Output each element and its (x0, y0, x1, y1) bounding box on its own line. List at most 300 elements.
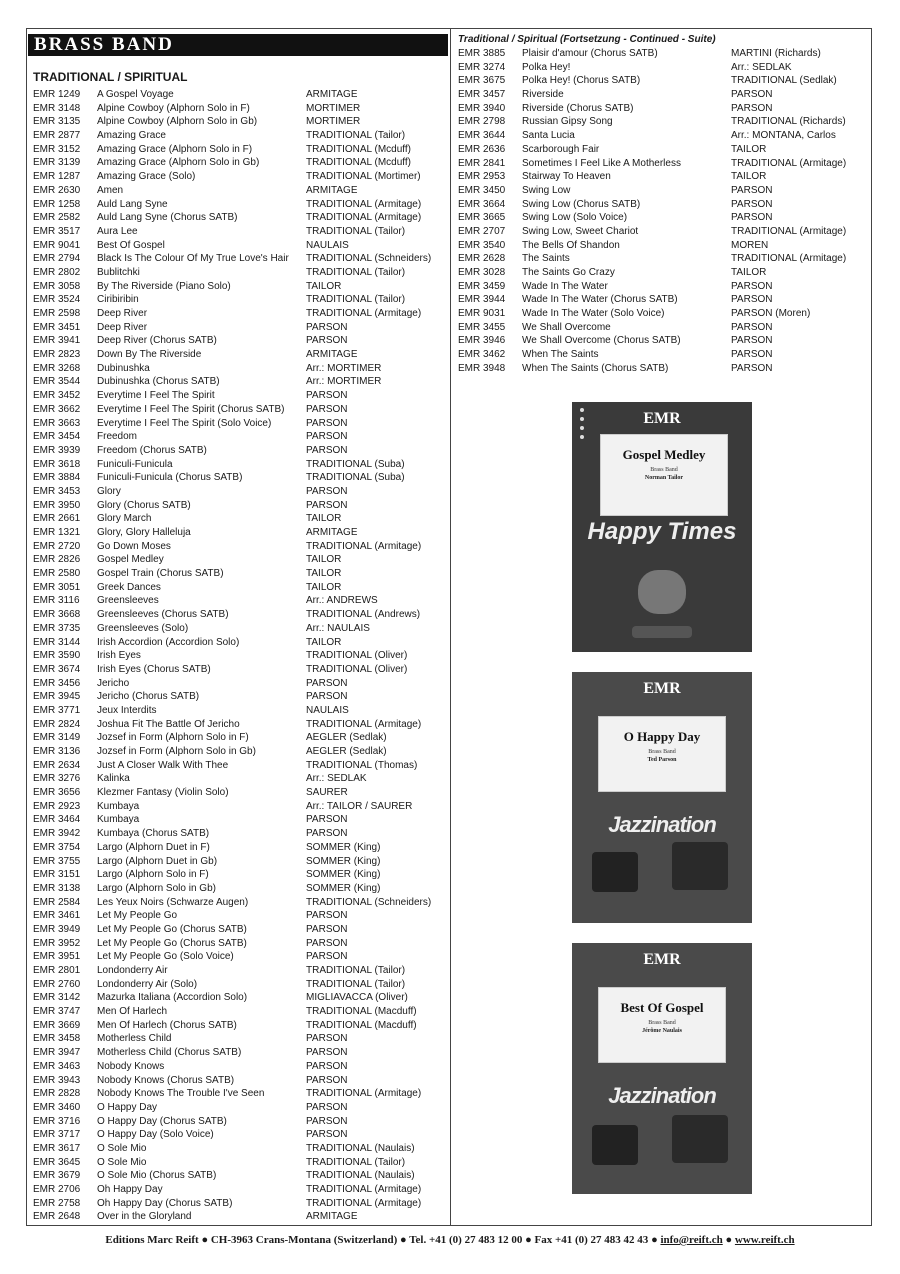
catalog-code: EMR 2824 (33, 718, 81, 730)
catalog-arranger: TRADITIONAL (Armitage) (306, 212, 422, 224)
catalog-arranger: TRADITIONAL (Armitage) (306, 540, 422, 552)
catalog-arranger: TRADITIONAL (Schneiders) (306, 253, 432, 265)
catalog-title: Swing Low, Sweet Chariot (522, 225, 639, 237)
catalog-arranger: MARTINI (Richards) (731, 48, 821, 59)
catalog-code: EMR 2953 (458, 171, 506, 183)
emr-logo: EMR (643, 951, 681, 968)
catalog-arranger: TRADITIONAL (Tailor) (306, 130, 406, 142)
cover-title-box (598, 716, 726, 792)
catalog-code: EMR 3717 (33, 1129, 81, 1141)
catalog-title: Gospel Medley (97, 554, 164, 566)
catalog-arranger: TRADITIONAL (Oliver) (306, 650, 408, 662)
catalog-title: When The Saints (Chorus SATB) (522, 362, 669, 374)
catalog-code: EMR 3735 (33, 622, 81, 634)
catalog-arranger: PARSON (306, 951, 348, 963)
catalog-title: Glory March (97, 513, 152, 525)
separator: ● (648, 1234, 661, 1246)
catalog-code: EMR 3645 (33, 1156, 81, 1168)
catalog-title: Wade In The Water (522, 280, 608, 292)
catalog-arranger: PARSON (306, 417, 348, 429)
cover-series-tag: Happy Times (587, 518, 737, 545)
catalog-code: EMR 9031 (458, 308, 506, 320)
catalog-code: EMR 3455 (458, 321, 506, 333)
catalog-title: Let My People Go (97, 910, 178, 922)
catalog-arranger: TRADITIONAL (Richards) (731, 116, 846, 128)
catalog-code: EMR 3148 (33, 102, 81, 114)
section-title: TRADITIONAL / SPIRITUAL (33, 70, 188, 84)
catalog-arranger: PARSON (731, 362, 773, 374)
cover-title-box (600, 434, 728, 516)
catalog-arranger: TRADITIONAL (Armitage) (306, 308, 422, 319)
catalog-arranger: TRADITIONAL (Armitage) (731, 225, 847, 237)
catalog-arranger: PARSON (306, 828, 348, 840)
cube-illustration (592, 852, 638, 892)
catalog-code: EMR 3142 (33, 992, 81, 1004)
catalog-arranger: SOMMER (King) (306, 855, 381, 867)
catalog-title: The Saints (522, 253, 570, 265)
catalog-title: Down By The Riverside (97, 349, 202, 361)
catalog-title: Polka Hey! (522, 61, 571, 73)
catalog-arranger: TRADITIONAL (Sedlak) (731, 75, 837, 87)
catalog-title: Klezmer Fantasy (Violin Solo) (97, 787, 229, 799)
catalog-arranger: PARSON (306, 1101, 348, 1113)
catalog-arranger: TRADITIONAL (Armitage) (731, 157, 847, 169)
separator: ● (397, 1234, 410, 1246)
catalog-title: Freedom (Chorus SATB) (97, 444, 207, 456)
catalog-arranger: PARSON (306, 1115, 348, 1127)
catalog-title: Over in the Gloryland (97, 1211, 192, 1223)
catalog-arranger: TRADITIONAL (Tailor) (306, 965, 406, 976)
catalog-arranger: ARMITAGE (306, 89, 358, 100)
catalog-title: Ciribiribin (97, 294, 139, 306)
catalog-title: Jericho (97, 677, 130, 689)
catalog-title: Jericho (Chorus SATB) (97, 691, 200, 703)
catalog-title: Dubinushka (97, 362, 150, 374)
catalog-arranger: PARSON (306, 937, 348, 949)
catalog-title: We Shall Overcome (522, 321, 611, 333)
catalog-arranger: PARSON (Moren) (731, 308, 811, 320)
catalog-title: Let My People Go (Chorus SATB) (97, 937, 247, 949)
cover-subtitle: Brass Band (650, 467, 678, 473)
catalog-title: Largo (Alphorn Duet in Gb) (97, 855, 218, 867)
catalog-title: Largo (Alphorn Duet in F) (97, 841, 210, 853)
catalog-title: Funiculi-Funicula (Chorus SATB) (97, 472, 243, 484)
catalog-code: EMR 3947 (33, 1047, 81, 1059)
catalog-arranger: PARSON (306, 814, 348, 826)
catalog-title: Mazurka Italiana (Accordion Solo) (97, 992, 248, 1004)
footer-contact (0, 1234, 900, 1246)
catalog-arranger: MIGLIAVACCA (Oliver) (306, 992, 408, 1004)
catalog-title: Riverside (522, 89, 564, 101)
catalog-code: EMR 3058 (33, 280, 81, 292)
catalog-code: EMR 3460 (33, 1101, 81, 1113)
catalog-code: EMR 3679 (33, 1170, 81, 1182)
catalog-arranger: PARSON (306, 444, 348, 456)
catalog-title: Jozsef in Form (Alphorn Solo in F) (97, 732, 249, 744)
catalog-title: Kalinka (97, 773, 130, 785)
catalog-code: EMR 2923 (33, 800, 81, 812)
catalog-code: EMR 3716 (33, 1115, 81, 1127)
catalog-code: EMR 2584 (33, 896, 81, 908)
catalog-title: Santa Lucia (522, 130, 575, 142)
catalog-code: EMR 2634 (33, 759, 81, 771)
catalog-arranger: SOMMER (King) (306, 841, 381, 853)
catalog-arranger: TRADITIONAL (Armitage) (306, 198, 422, 210)
catalog-arranger: Arr.: MORTIMER (306, 362, 382, 374)
catalog-title: Swing Low (Chorus SATB) (522, 198, 641, 210)
catalog-code: EMR 3747 (33, 1006, 81, 1018)
catalog-title: Auld Lang Syne (97, 198, 168, 210)
catalog-arranger: TRADITIONAL (Mcduff) (306, 157, 412, 169)
catalog-code: EMR 3948 (458, 362, 506, 374)
catalog-title: Greensleeves (Solo) (97, 622, 189, 634)
catalog-code: EMR 3754 (33, 841, 81, 853)
catalog-arranger: Arr.: ANDREWS (306, 595, 378, 607)
cover-title-box (598, 987, 726, 1063)
catalog-arranger: PARSON (731, 349, 773, 361)
catalog-arranger: TAILOR (306, 636, 342, 648)
catalog-code: EMR 2630 (33, 184, 81, 196)
catalog-title: Swing Low (Solo Voice) (522, 212, 628, 224)
catalog-code: EMR 3517 (33, 225, 81, 237)
catalog-title: Deep River (Chorus SATB) (97, 335, 217, 347)
catalog-code: EMR 3951 (33, 951, 81, 963)
catalog-title: Motherless Child (Chorus SATB) (97, 1047, 242, 1059)
catalog-title: O Sole Mio (97, 1156, 147, 1168)
catalog-arranger: TAILOR (731, 171, 767, 183)
catalog-arranger: PARSON (306, 499, 348, 511)
catalog-title: Oh Happy Day (Chorus SATB) (97, 1197, 233, 1209)
catalog-title: Irish Eyes (97, 650, 141, 662)
catalog-code: EMR 3276 (33, 773, 81, 785)
catalog-code: EMR 3939 (33, 444, 81, 456)
catalog-title: Glory (97, 485, 121, 497)
catalog-title: Joshua Fit The Battle Of Jericho (97, 718, 240, 730)
catalog-arranger: PARSON (306, 923, 348, 935)
catalog-arranger: Arr.: MORTIMER (306, 376, 382, 388)
emr-logo: EMR (643, 680, 681, 697)
catalog-code: EMR 3540 (458, 239, 506, 251)
catalog-arranger: TRADITIONAL (Naulais) (306, 1170, 415, 1182)
catalog-arranger: PARSON (306, 1033, 348, 1045)
catalog-arranger: PARSON (306, 691, 348, 703)
catalog-code: EMR 3755 (33, 855, 81, 867)
catalog-arranger: ARMITAGE (306, 527, 358, 538)
catalog-title: Amazing Grace (97, 130, 166, 142)
catalog-arranger: PARSON (306, 431, 348, 443)
catalog-title: O Sole Mio (Chorus SATB) (97, 1170, 217, 1182)
catalog-title: Black Is The Colour Of My True Love's Hair (97, 253, 289, 265)
catalog-title: Greensleeves (Chorus SATB) (97, 609, 229, 621)
catalog-arranger: ARMITAGE (306, 1211, 358, 1223)
catalog-code: EMR 2661 (33, 513, 81, 525)
catalog-code: EMR 3771 (33, 704, 81, 716)
catalog-arranger: TRADITIONAL (Suba) (306, 472, 405, 484)
catalog-code: EMR 3945 (33, 691, 81, 703)
catalog-arranger: TRADITIONAL (Macduff) (306, 1019, 417, 1031)
catalog-code: EMR 3462 (458, 349, 506, 361)
catalog-title: Motherless Child (97, 1033, 172, 1045)
cover-author: Jérôme Naulais (642, 1028, 682, 1034)
catalog-title: A Gospel Voyage (97, 89, 174, 100)
catalog-code: EMR 3116 (33, 595, 80, 607)
catalog-title: Greensleeves (97, 595, 159, 607)
catalog-title: Auld Lang Syne (Chorus SATB) (97, 212, 238, 224)
catalog-code: EMR 3459 (458, 280, 506, 292)
catalog-title: Just A Closer Walk With Thee (97, 759, 229, 771)
cover-best-of-gospel (572, 943, 752, 1194)
catalog-title: Scarborough Fair (522, 143, 600, 155)
catalog-code: EMR 3949 (33, 923, 81, 935)
catalog-arranger: SOMMER (King) (306, 869, 381, 881)
catalog-code: EMR 2628 (458, 253, 506, 265)
catalog-arranger: TRADITIONAL (Tailor) (306, 978, 406, 990)
catalog-code: EMR 2828 (33, 1088, 81, 1100)
catalog-arranger: PARSON (731, 184, 773, 196)
catalog-arranger: TAILOR (731, 267, 767, 278)
catalog-code: EMR 3950 (33, 499, 81, 511)
catalog-title: When The Saints (522, 349, 599, 361)
catalog-code: EMR 3458 (33, 1033, 81, 1045)
catalog-arranger: TRADITIONAL (Tailor) (306, 294, 406, 306)
catalog-code: EMR 3149 (33, 732, 81, 744)
catalog-title: Dubinushka (Chorus SATB) (97, 376, 220, 388)
cover-subtitle: Brass Band (648, 1020, 676, 1026)
cover-gospel-medley (572, 402, 752, 652)
catalog-arranger: Arr.: TAILOR / SAURER (306, 800, 413, 812)
catalog-code: EMR 3617 (33, 1142, 81, 1154)
catalog-code: EMR 3135 (33, 116, 81, 128)
catalog-arranger: TRADITIONAL (Armitage) (306, 1088, 422, 1100)
catalog-title: Stairway To Heaven (522, 171, 611, 183)
catalog-arranger: TRADITIONAL (Tailor) (306, 225, 406, 237)
catalog-title: Go Down Moses (97, 540, 171, 552)
catalog-title: Greek Dances (97, 581, 161, 593)
separator: ● (522, 1234, 535, 1246)
catalog-code: EMR 3674 (33, 663, 81, 675)
catalog-arranger: TRADITIONAL (Armitage) (306, 1197, 422, 1209)
catalog-title: Wade In The Water (Chorus SATB) (522, 294, 678, 306)
catalog-title: Les Yeux Noirs (Schwarze Augen) (97, 896, 249, 908)
catalog-code: EMR 3884 (33, 472, 81, 484)
catalog-code: EMR 3943 (33, 1074, 81, 1086)
catalog-title: Polka Hey! (Chorus SATB) (522, 75, 641, 87)
catalog-arranger: TRADITIONAL (Suba) (306, 458, 405, 470)
catalog-code: EMR 3450 (458, 184, 506, 196)
catalog-code: EMR 2826 (33, 554, 81, 566)
catalog-code: EMR 1249 (33, 89, 81, 100)
separator: ● (722, 1234, 735, 1246)
catalog-code: EMR 3144 (33, 636, 81, 648)
catalog-title: Riverside (Chorus SATB) (522, 102, 634, 114)
catalog-code: EMR 2720 (33, 540, 81, 552)
catalog-code: EMR 2582 (33, 212, 81, 224)
catalog-title: Alpine Cowboy (Alphorn Solo in Gb) (97, 116, 258, 128)
catalog-arranger: PARSON (306, 677, 348, 689)
footer-email-link[interactable]: info@reift.ch (660, 1234, 723, 1246)
cover-author: Norman Tailor (644, 475, 684, 481)
catalog-title: Londonderry Air (Solo) (97, 978, 198, 990)
catalog-title: We Shall Overcome (Chorus SATB) (522, 335, 681, 347)
catalog-arranger: ARMITAGE (306, 349, 358, 361)
catalog-code: EMR 3456 (33, 677, 81, 689)
catalog-code: EMR 9041 (33, 239, 81, 251)
catalog-arranger: MORTIMER (306, 102, 361, 114)
catalog-arranger: PARSON (306, 1060, 348, 1072)
catalog-code: EMR 3665 (458, 212, 506, 224)
catalog-arranger: AEGLER (Sedlak) (306, 732, 387, 744)
catalog-arranger: PARSON (306, 403, 348, 415)
catalog-title: Nobody Knows The Trouble I've Seen (97, 1088, 265, 1100)
catalog-code: EMR 3464 (33, 814, 81, 826)
catalog-title: Russian Gipsy Song (522, 116, 613, 128)
catalog-title: Amazing Grace (Alphorn Solo in F) (97, 143, 253, 155)
catalog-arranger: MORTIMER (306, 116, 361, 128)
catalog-code: EMR 3139 (33, 157, 81, 169)
footer-tel: Tel. +41 (0) 27 483 12 00 (409, 1234, 523, 1246)
catalog-code: EMR 3051 (33, 581, 81, 593)
catalog-title: Men Of Harlech (97, 1006, 168, 1018)
catalog-code: EMR 3675 (458, 75, 506, 87)
cover-author: Ted Parson (647, 757, 677, 763)
catalog-title: Alpine Cowboy (Alphorn Solo in F) (97, 102, 250, 114)
catalog-arranger: PARSON (306, 485, 348, 497)
catalog-arranger: PARSON (731, 280, 773, 292)
catalog-title: By The Riverside (Piano Solo) (97, 280, 231, 292)
catalog-title: Largo (Alphorn Solo in F) (97, 869, 209, 881)
catalog-arranger: TAILOR (306, 581, 342, 593)
catalog-arranger: PARSON (731, 335, 773, 347)
catalog-title: Amen (97, 184, 124, 196)
catalog-arranger: PARSON (306, 1074, 348, 1086)
catalog-title: Best Of Gospel (97, 239, 165, 251)
catalog-title: Let My People Go (Chorus SATB) (97, 923, 247, 935)
catalog-code: EMR 2706 (33, 1184, 81, 1195)
catalog-code: EMR 3664 (458, 198, 506, 210)
catalog-code: EMR 3268 (33, 362, 81, 374)
cube-illustration (672, 842, 728, 890)
catalog-code: EMR 3663 (33, 417, 81, 429)
catalog-arranger: TRADITIONAL (Armitage) (306, 1184, 422, 1195)
cover-series-tag: Jazzination (608, 1083, 716, 1108)
catalog-arranger: TAILOR (306, 280, 342, 292)
catalog-title: O Happy Day (97, 1101, 158, 1113)
cube-illustration (672, 1115, 728, 1163)
saxophone-illustration (638, 570, 686, 614)
catalog-code: EMR 3274 (458, 61, 506, 73)
catalog-title: Wade In The Water (Solo Voice) (522, 308, 665, 320)
cover-title: Gospel Medley (622, 447, 706, 462)
catalog-code: EMR 3940 (458, 102, 506, 114)
catalog-arranger: TRADITIONAL (Tailor) (306, 266, 406, 278)
catalog-title: Men Of Harlech (Chorus SATB) (97, 1019, 237, 1031)
catalog-arranger: PARSON (306, 335, 348, 347)
catalog-arranger: AEGLER (Sedlak) (306, 746, 387, 757)
catalog-title: Kumbaya (97, 800, 140, 812)
catalog-title: Glory, Glory Halleluja (97, 527, 191, 538)
catalog-code: EMR 2802 (33, 266, 81, 278)
catalog-code: EMR 3136 (33, 746, 81, 757)
catalog-code: EMR 2794 (33, 253, 81, 265)
catalog-code: EMR 3885 (458, 48, 506, 59)
catalog-title: Glory (Chorus SATB) (97, 499, 191, 511)
catalog-code: EMR 3463 (33, 1060, 81, 1072)
catalog-title: Swing Low (522, 184, 571, 196)
catalog-code: EMR 3544 (33, 376, 81, 388)
catalog-title: Deep River (97, 308, 148, 319)
catalog-arranger: PARSON (306, 1129, 348, 1141)
catalog-arranger: TRADITIONAL (Thomas) (306, 759, 418, 771)
catalog-arranger: ARMITAGE (306, 184, 358, 196)
catalog-arranger: NAULAIS (306, 239, 349, 251)
catalog-code: EMR 3942 (33, 828, 81, 840)
catalog-arranger: PARSON (731, 89, 773, 101)
catalog-title: Sometimes I Feel Like A Motherless (522, 157, 681, 169)
catalog-code: EMR 3946 (458, 335, 506, 347)
catalog-arranger: NAULAIS (306, 704, 349, 716)
catalog-title: Nobody Knows (Chorus SATB) (97, 1074, 235, 1086)
catalog-arranger: TRADITIONAL (Mortimer) (306, 171, 421, 183)
catalog-arranger: TAILOR (306, 554, 342, 566)
catalog-code: EMR 3952 (33, 937, 81, 949)
catalog-code: EMR 1287 (33, 171, 81, 183)
catalog-title: The Saints Go Crazy (522, 267, 615, 278)
catalog-title: Aura Lee (97, 225, 138, 237)
catalog-arranger: PARSON (731, 294, 773, 306)
catalog-title: Funiculi-Funicula (97, 458, 173, 470)
catalog-arranger: TRADITIONAL (Mcduff) (306, 143, 412, 155)
catalog-title: Freedom (97, 431, 138, 443)
catalog-arranger: PARSON (731, 198, 773, 210)
catalog-title: Irish Eyes (Chorus SATB) (97, 663, 211, 675)
catalog-arranger: TRADITIONAL (Armitage) (306, 718, 422, 730)
catalog-code: EMR 3028 (458, 267, 506, 278)
catalog-arranger: TRADITIONAL (Tailor) (306, 1156, 406, 1168)
catalog-code: EMR 3451 (33, 321, 81, 333)
catalog-arranger: TAILOR (731, 143, 767, 155)
footer-web-link[interactable]: www.reift.ch (734, 1234, 795, 1246)
catalog-code: EMR 3656 (33, 787, 81, 799)
catalog-title: Kumbaya (97, 814, 140, 826)
catalog-code: EMR 3669 (33, 1019, 81, 1031)
catalog-arranger: TRADITIONAL (Schneiders) (306, 896, 432, 908)
catalog-arranger: MOREN (731, 239, 769, 251)
catalog-arranger: Arr.: MONTANA, Carlos (731, 130, 836, 142)
catalog-arranger: Arr.: NAULAIS (306, 622, 370, 634)
catalog-arranger: PARSON (306, 1047, 348, 1059)
catalog-arranger: TRADITIONAL (Andrews) (306, 609, 421, 621)
catalog-code: EMR 3944 (458, 294, 506, 306)
catalog-code: EMR 2758 (33, 1197, 81, 1209)
catalog-code: EMR 2823 (33, 349, 81, 361)
catalog-title: Amazing Grace (Solo) (97, 171, 196, 183)
footer-address: CH-3963 Crans-Montana (Switzerland) (210, 1234, 398, 1246)
catalog-code: EMR 2580 (33, 568, 81, 580)
catalog-title: Jozsef in Form (Alphorn Solo in Gb) (97, 746, 256, 757)
catalog-code: EMR 2877 (33, 130, 81, 142)
catalog-arranger: TAILOR (306, 568, 342, 580)
catalog-code: EMR 3644 (458, 130, 506, 142)
catalog-code: EMR 2760 (33, 978, 81, 990)
catalog-code: EMR 2841 (458, 157, 506, 169)
catalog-code: EMR 3941 (33, 335, 81, 347)
catalog-arranger: Arr.: SEDLAK (731, 61, 792, 73)
catalog-arranger: SOMMER (King) (306, 882, 381, 894)
cover-series-tag: Jazzination (608, 812, 716, 837)
catalog-code: EMR 1258 (33, 198, 81, 210)
catalog-title: O Happy Day (Solo Voice) (97, 1129, 214, 1141)
catalog-title: O Happy Day (Chorus SATB) (97, 1115, 227, 1127)
